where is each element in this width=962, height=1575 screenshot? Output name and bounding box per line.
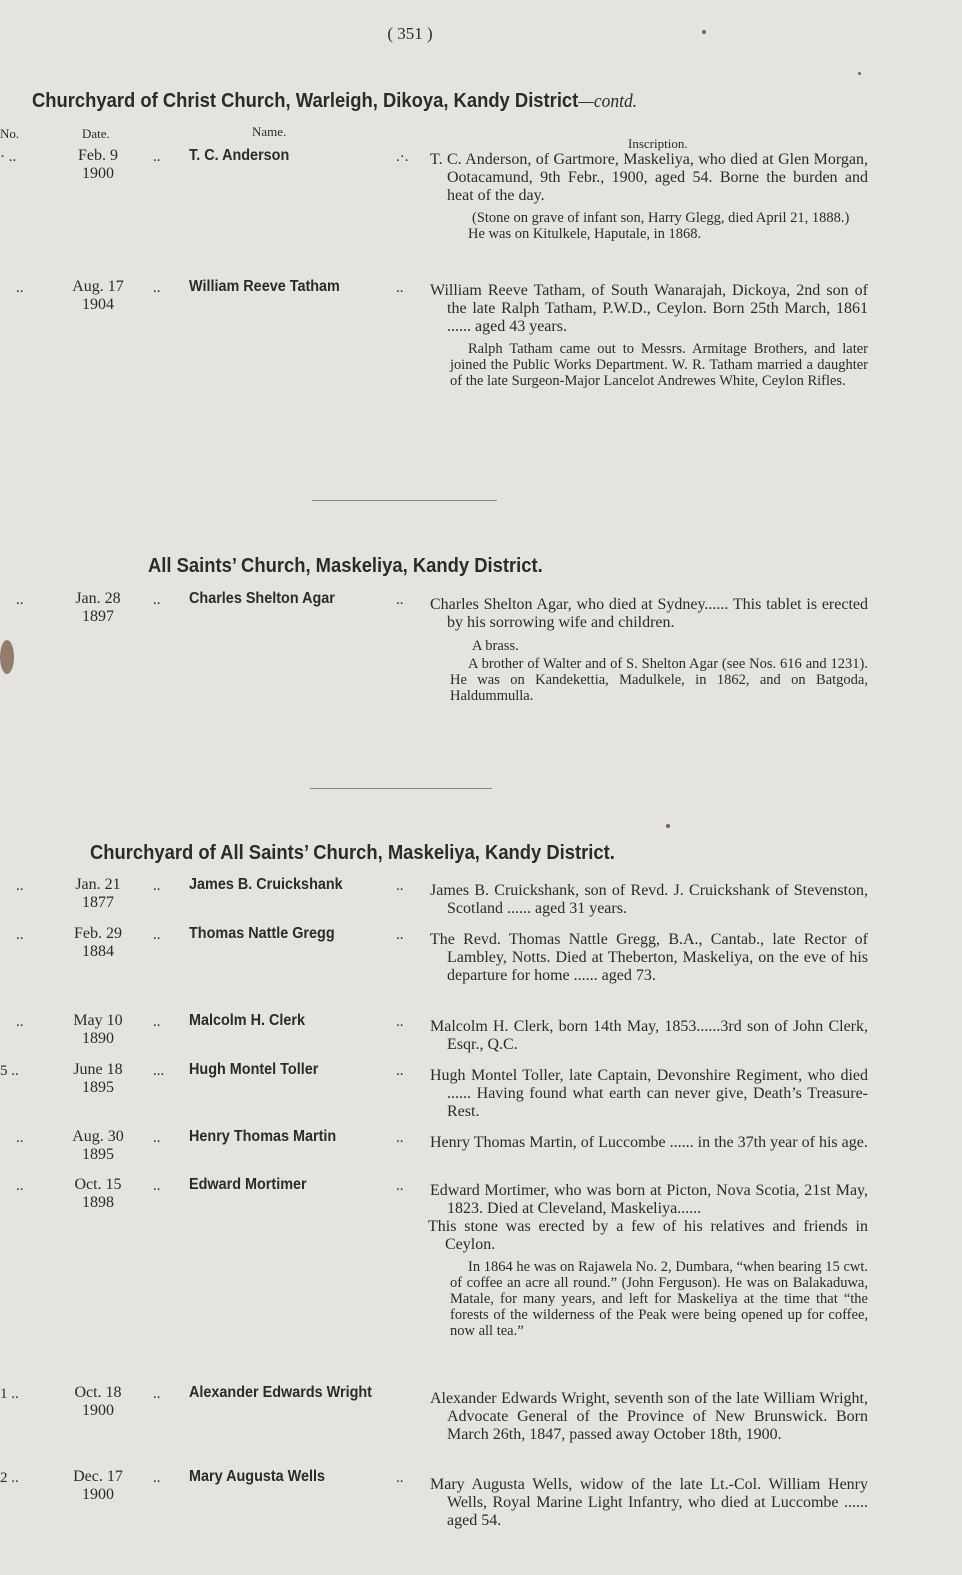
entry-inscription: Malcolm H. Clerk, born 14th May, 1853......3rd son of John Clerk, Esqr., Q.C. — [430, 1018, 868, 1053]
entry-inscription: James B. Cruickshank, son of Revd. J. Cruickshank of Stevenston, Scotland ...... aged 31 years. — [430, 882, 868, 917]
paper-speck — [858, 72, 861, 75]
entry-date: May 10 1890 — [73, 1012, 123, 1047]
entry-name: Mary Augusta Wells — [189, 1468, 326, 1485]
paper-stain — [0, 640, 14, 674]
entry-name: Alexander Edwards Wright — [189, 1384, 372, 1401]
entry-date: Aug. 30 1895 — [72, 1128, 124, 1163]
entry-name: Henry Thomas Martin — [189, 1128, 337, 1145]
paper-speck — [702, 30, 706, 34]
entry-number: 1 .. — [0, 1386, 19, 1402]
entry-date: Dec. 17 1900 — [73, 1468, 123, 1503]
entry-name: William Reeve Tatham — [189, 278, 340, 295]
entry-number: 2 .. — [0, 1470, 19, 1486]
entry-number: · .. — [0, 149, 17, 165]
entry-inscription: The Revd. Thomas Nattle Gregg, B.A., Cantab., late Rector of Lambley, Notts. Died at Theberton, Maskeliya, on the eve of his departure for home ...... aged 73. — [430, 931, 868, 984]
entry-inscription: Henry Thomas Martin, of Luccombe ...... in the 37th year of his age. — [430, 1134, 868, 1151]
entry-number: .. — [16, 927, 24, 943]
entry-date: Oct. 18 1900 — [74, 1384, 122, 1419]
entry-name: Edward Mortimer — [189, 1176, 307, 1193]
entry-date: Feb. 29 1884 — [74, 925, 122, 960]
entry-name: Hugh Montel Toller — [189, 1061, 319, 1078]
entry-name: Malcolm H. Clerk — [189, 1012, 306, 1029]
column-header-name: Name. — [252, 124, 287, 139]
entry-number: .. — [16, 1178, 24, 1194]
entry-date: June 18 1895 — [73, 1061, 123, 1096]
entry-inscription: Mary Augusta Wells, widow of the late Lt.-Col. William Henry Wells, Royal Marine Light Infantry, who died at Luccombe ...... aged 54. — [430, 1476, 868, 1529]
divider-rule — [312, 500, 497, 501]
entry-inscription: William Reeve Tatham, of South Wanarajah, Dickoya, 2nd son of the late Ralph Tatham, P.W.D., Ceylon. Born 25th March, 1861 ...... aged 43 years. Ralph Tatham came out to Messrs. Armitage Brothers, and later joined the Public Works Department. W. R. Tatham married a daughter of the late Surgeon-Major Lancelot Andrewes White, Ceylon Rifles. — [430, 282, 868, 389]
section-heading: Churchyard of Christ Church, Warleigh, Dikoya, Kandy District—contd. — [32, 90, 638, 112]
column-header-date: Date. — [82, 126, 110, 141]
entry-date: Jan. 21 1877 — [75, 876, 121, 911]
entry-name: Thomas Nattle Gregg — [189, 925, 335, 942]
column-header-no: No. — [0, 126, 20, 141]
entry-number: .. — [16, 878, 24, 894]
entry-inscription: Charles Shelton Agar, who died at Sydney...... This tablet is erected by his sorrowing wife and children. A brass. A brother of Walter and of S. Shelton Agar (see Nos. 616 and 1231). He was on Kandekettia, Madulkele, in 1862, and on Batgoda, Haldummulla. — [430, 596, 868, 704]
page-number: ( 351 ) — [387, 24, 433, 43]
entry-date: Oct. 15 1898 — [74, 1176, 122, 1211]
document-page: ( 351 ) Churchyard of Christ Church, Warleigh, Dikoya, Kandy District—contd. No. Date. Name. Inscription. · .. Feb. 9 1900 .. T. C. Anderson .·. T. C. Anderson, of Gartmore, Maskeliya, who died at Glen Morgan, Ootacamund, 9th Febr., 1900, aged 54. Borne the burden and heat of the day. (Stone on grave of infant son, Harry Glegg, died April 21, 1888.) He was on Kitulkele, Haputale, in 1868. .. Aug. 17 1904 .. William Reeve Tatham .. William Reeve Tatham, of South Wanarajah, Dickoya, 2nd son of the late Ralph Tatham, P.W.D., Ceylon. Born 25th March, 1861 ...... aged 43 years. Ralph Tatham came out to Messrs. Armitage Brothers, and later joined the Public Works Department. W. R. Tatham married a daughter of the late Surgeon-Major Lancelot Andrewes White, Ceylon Rifles. All Saints’ Church, Maskeliya, Kandy District. .. Jan. 28 1897 .. Charles Shelton Agar .. Charles Shelton Agar, who died at Sydney...... This tablet is erected by his sorrowing wife and children. A brass. A brother of Walter and of S. Shelton Agar (see Nos. 616 and 1231). He was on Kandekettia, Madulkele, in 1862, and on Batgoda, Haldummulla. Churchyard of All Saints’ Church, Maskeliya, Kandy District. .. Jan. 21 1877 .. James B. Cruickshank .. James B. Cruickshank, son of Revd. J. Cruickshank of Stevenston, Scotland ...... aged 31 years. .. Feb. 29 1884 .. Thomas Nattle Gregg .. The Revd. Thomas Nattle Gregg, B.A., Cantab., late Rector of Lambley, Notts. Died at Theberton, Maskeliya, on the eve of his departure for home ...... aged 73. .. May 10 1890 .. Malcolm H. Clerk .. Malcolm H. Clerk, born 14th May, 1853......3rd son of John Clerk, Esqr., Q.C. 5 .. June 18 1895 ... Hugh Montel Toller .. Hugh Montel Toller, late Captain, Devonshire Regiment, who died ...... Having found what earth can never give, Death’s Treasure-Rest. .. Aug. 30 1895 .. Henry Thomas Martin .. Henry Thomas Martin, of Luccombe ...... in the 37th year of his age. .. Oct. 15 1898 .. Edward Mortimer .. Edward Mortimer, who was born at Picton, Nova Scotia, 21st May, 1823. Died at Cleveland, Maskeliya...... This stone was erected by a few of his relatives and friends in Ceylon. In 1864 he was on Rajawela No. 2, Dumbara, “when bearing 15 cwt. of coffee an acre all round.” (John Ferguson). He was on Balakaduwa, Matale, for many years, and left for Maskeliya at the time that “the forests of the wilderness of the Peak were being opened up for coffee, now all tea.” 1 .. Oct. 18 1900 .. Alexander Edwards Wright Alexander Edwards Wright, seventh son of the late William Wright, Advocate General of the Province of New Brunswick. Born March 26th, 1847, passed away October 18th, 1900. 2 .. Dec. 17 1900 .. Mary Augusta Wells .. Mary Augusta Wells, widow of the late Lt.-Col. William Henry Wells, Royal Marine Light Infantry, who died at Luccombe ...... aged 54. — [0, 24, 868, 1529]
entry-number: .. — [16, 592, 24, 608]
divider-rule — [310, 788, 492, 789]
entry-inscription: Alexander Edwards Wright, seventh son of the late William Wright, Advocate General of the Province of New Brunswick. Born March 26th, 1847, passed away October 18th, 1900. — [430, 1390, 868, 1443]
entry-number: .. — [16, 1130, 24, 1146]
entry-number: .. — [16, 280, 24, 296]
entry-date: Feb. 9 1900 — [78, 147, 118, 182]
entry-inscription: Edward Mortimer, who was born at Picton, Nova Scotia, 21st May, 1823. Died at Cleveland, Maskeliya...... This stone was erected by a few of his relatives and friends in Ceylon. In 1864 he was on Rajawela No. 2, Dumbara, “when bearing 15 cwt. of coffee an acre all round.” (John Ferguson). He was on Balakaduwa, Matale, for many years, and left for Maskeliya at the time that “the forests of the wilderness of the Peak were being opened up for coffee, now all tea.” — [428, 1182, 868, 1339]
entry-inscription: T. C. Anderson, of Gartmore, Maskeliya, who died at Glen Morgan, Ootacamund, 9th Febr., 1900, aged 54. Borne the burden and heat of the day. (Stone on grave of infant son, Harry Glegg, died April 21, 1888.) He was on Kitulkele, Haputale, in 1868. — [430, 151, 868, 242]
section-heading: All Saints’ Church, Maskeliya, Kandy District. — [148, 555, 543, 577]
column-header-inscription: Inscription. — [628, 136, 688, 151]
entry-date: Jan. 28 1897 — [75, 590, 121, 625]
entry-name: James B. Cruickshank — [189, 876, 343, 893]
entry-name: Charles Shelton Agar — [189, 590, 335, 607]
entry-name: T. C. Anderson — [189, 147, 290, 164]
entry-inscription: Hugh Montel Toller, late Captain, Devonshire Regiment, who died ...... Having found what earth can never give, Death’s Treasure-Rest. — [430, 1067, 868, 1120]
paper-speck — [666, 824, 670, 828]
entry-date: Aug. 17 1904 — [72, 278, 124, 313]
section-heading: Churchyard of All Saints’ Church, Maskeliya, Kandy District. — [90, 842, 615, 864]
entry-number: 5 .. — [0, 1063, 19, 1079]
entry-number: .. — [16, 1014, 24, 1030]
